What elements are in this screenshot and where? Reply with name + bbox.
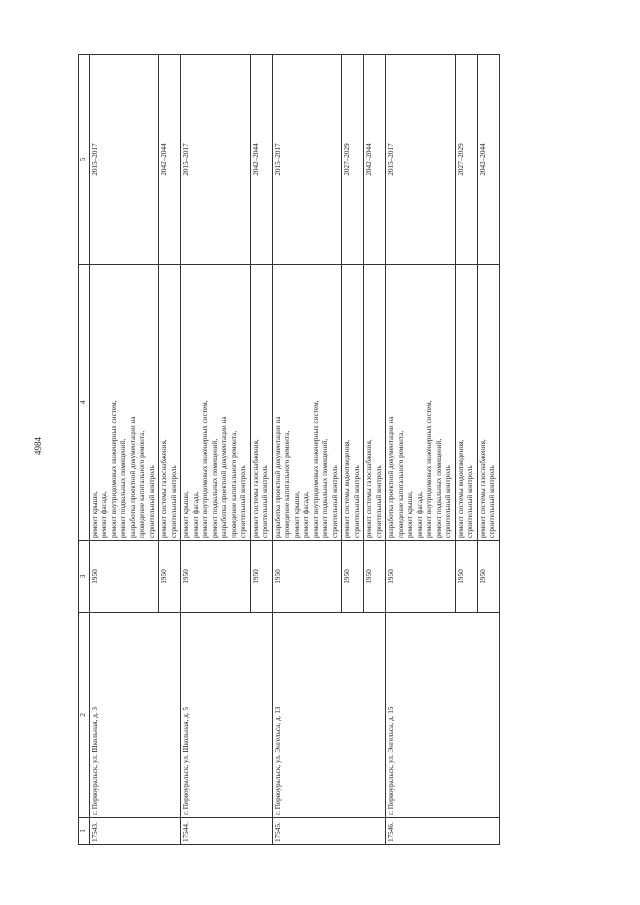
works-cell	[455, 265, 477, 541]
table-row	[272, 55, 342, 845]
work-item: строительный контроль	[352, 465, 361, 538]
work-item: строительный контроль	[330, 465, 339, 538]
works-cell	[159, 265, 181, 541]
work-item: ремонт крыши,	[182, 491, 190, 538]
work-item: проведение капитального ремонта,	[229, 430, 238, 538]
build-year-cell: 1950	[342, 541, 364, 613]
works-cell	[342, 265, 364, 541]
build-year-cell: 1950	[181, 541, 251, 613]
column-number: 5	[79, 55, 90, 265]
period-cell: 2042–2044	[364, 55, 386, 265]
work-item: ремонт системы газоснабжения,	[160, 439, 168, 538]
work-item: строительный контроль	[147, 465, 156, 538]
work-item: строительный контроль	[374, 465, 383, 538]
works-cell	[364, 265, 386, 541]
period-cell: 2042–2044	[159, 55, 181, 265]
work-item: проведение капитального ремонта,	[138, 430, 146, 538]
build-year-cell: 1950	[455, 541, 477, 613]
table-row	[89, 55, 159, 845]
work-item: ремонт системы газоснабжения,	[365, 439, 373, 538]
work-item: проведение капитального ремонта,	[396, 430, 405, 538]
work-item: ремонт системы водоотведения,	[343, 439, 351, 538]
work-item: разработка проектной документации на	[128, 416, 137, 538]
period-cell: 2015–2017	[272, 55, 342, 265]
table-row	[181, 55, 251, 845]
works-cell	[477, 265, 499, 541]
works-cell	[386, 265, 456, 541]
work-item: строительный контроль	[488, 465, 496, 538]
period-cell: 2042–2044	[477, 55, 499, 265]
work-item: разработка проектной документации на	[387, 416, 395, 538]
entry-number: 17544.	[181, 818, 273, 845]
work-item: ремонт системы газоснабжения,	[251, 439, 260, 538]
build-year-cell: 1950	[250, 541, 272, 613]
works-cell	[89, 265, 159, 541]
repair-schedule-table	[78, 54, 500, 845]
work-item: ремонт фасада,	[415, 491, 424, 538]
table-row	[386, 55, 456, 845]
work-item: строительный контроль	[444, 465, 452, 538]
build-year-cell: 1950	[89, 541, 159, 613]
entry-number: 17546.	[386, 818, 500, 845]
build-year-cell: 1950	[477, 541, 499, 613]
work-item: ремонт фасада,	[191, 491, 200, 538]
work-item: строительный контроль	[169, 465, 178, 538]
period-cell: 2015–2017	[386, 55, 456, 265]
build-year-cell: 1950	[272, 541, 342, 613]
work-item: ремонт крыши,	[406, 491, 414, 538]
work-item: ремонт фасада,	[302, 491, 310, 538]
period-cell: 2042–2044	[250, 55, 272, 265]
entry-number: 17543.	[89, 818, 181, 845]
build-year-cell: 1950	[386, 541, 456, 613]
work-item: ремонт подвальных помещений,	[210, 438, 219, 538]
build-year-cell: 1950	[159, 541, 181, 613]
work-item: разработка проектной документации на	[273, 416, 282, 538]
period-cell: 2027–2029	[342, 55, 364, 265]
period-cell: 2015–2017	[181, 55, 251, 265]
work-item: ремонт подвальных помещений,	[119, 438, 127, 538]
column-number-row	[79, 55, 90, 845]
work-item: ремонт фасада,	[100, 491, 108, 538]
table-body	[89, 55, 499, 845]
entry-number: 17545.	[272, 818, 386, 845]
column-number: 1	[79, 818, 90, 845]
work-item: проведение капитального ремонта,	[283, 430, 291, 538]
works-cell	[181, 265, 251, 541]
work-item: ремонт системы газоснабжения,	[478, 439, 487, 538]
address-cell: г. Первоуральск, ул. Школьная, д. 3	[89, 613, 181, 818]
work-item: ремонт внутридомовых инженерных систем,	[425, 400, 433, 538]
period-cell: 2027–2029	[455, 55, 477, 265]
work-item: ремонт внутридомовых инженерных систем,	[311, 400, 320, 538]
column-number: 4	[79, 265, 90, 541]
work-item: ремонт крыши,	[90, 491, 99, 538]
work-item: ремонт подвальных помещений,	[434, 438, 443, 538]
work-item: строительный контроль	[239, 465, 247, 538]
work-item: строительный контроль	[261, 465, 269, 538]
work-item: разработка проектной документации на	[220, 416, 228, 538]
column-number: 3	[79, 541, 90, 613]
address-cell: г. Первоуральск, ул. Энгельса, д. 15	[386, 613, 500, 818]
work-item: ремонт внутридомовых инженерных систем,	[109, 400, 118, 538]
work-item: ремонт системы водоотведения,	[456, 439, 465, 538]
address-cell: г. Первоуральск, ул. Энгельса, д. 13	[272, 613, 386, 818]
work-item: ремонт крыши,	[292, 491, 301, 538]
address-cell: г. Первоуральск, ул. Школьная, д. 5	[181, 613, 273, 818]
work-item: строительный контроль	[466, 465, 474, 538]
work-item: ремонт подвальных помещений,	[321, 438, 329, 538]
build-year-cell: 1950	[364, 541, 386, 613]
works-cell	[272, 265, 342, 541]
works-cell	[250, 265, 272, 541]
column-number: 2	[79, 613, 90, 818]
work-item: ремонт внутридомовых инженерных систем,	[201, 400, 209, 538]
period-cell: 2015–2017	[89, 55, 159, 265]
page-number: 4984	[33, 437, 43, 455]
